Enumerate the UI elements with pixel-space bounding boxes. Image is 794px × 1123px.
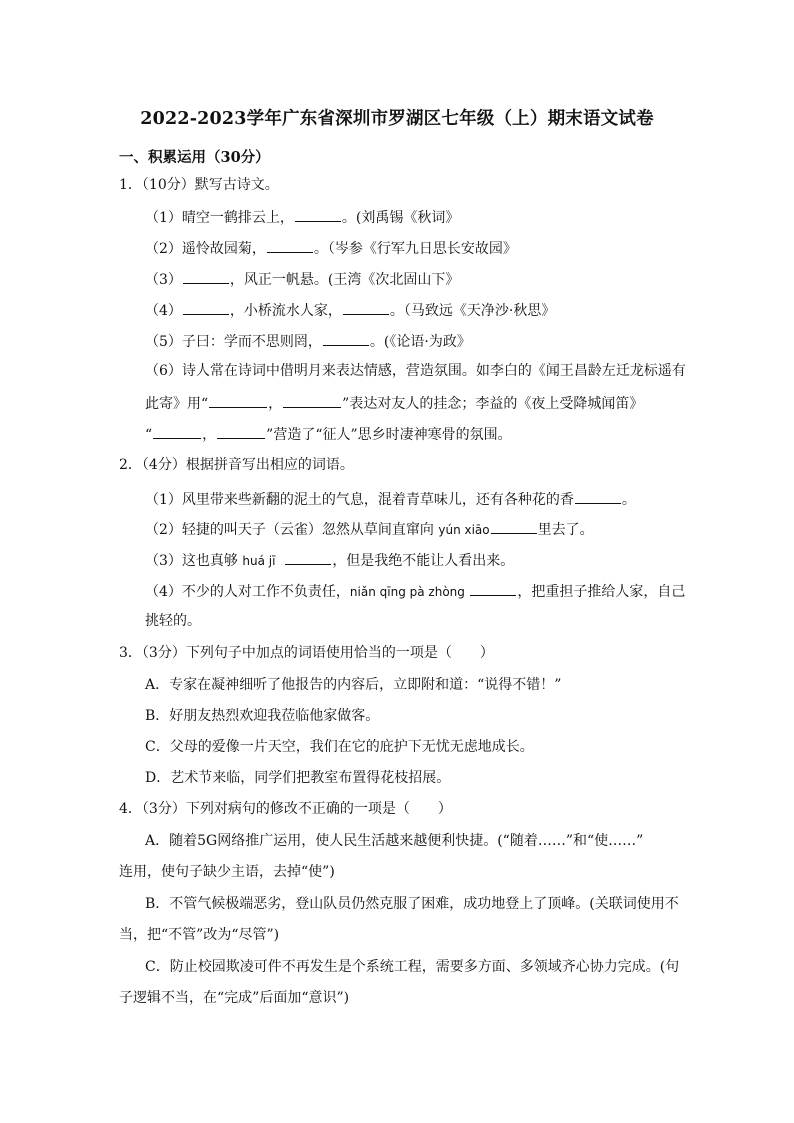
question-3-option-b[interactable]: B．好朋友热烈欢迎我莅临他家做客。	[145, 708, 380, 724]
question-4-option-b-line-2: 当，把“不管”改为“尽管”)	[119, 927, 280, 943]
question-1-item-2	[145, 238, 517, 258]
q1-i5-text-a: （5）子曰：学而不思则罔，	[145, 334, 322, 350]
answer-blank[interactable]	[183, 269, 229, 284]
question-2-item-4-cont: 挑轻的。	[145, 613, 201, 629]
answer-blank[interactable]	[285, 550, 331, 565]
question-1-item-5	[145, 331, 471, 351]
answer-blank[interactable]	[491, 519, 537, 534]
q2-i4-text-b: ，把重担子推给人家，自己	[517, 584, 686, 600]
question-1-item-6-line-2	[145, 393, 643, 413]
question-1-item-4	[145, 300, 555, 320]
question-3-option-d[interactable]: D．艺术节来临，同学们把教室布置得花枝招展。	[145, 770, 451, 786]
question-3-option-a[interactable]: A．专家在凝神细听了他报告的内容后，立即附和道：“说得不错！”	[145, 677, 562, 693]
question-1-item-6-line-1: （6）诗人常在诗词中借明月来表达情感，营造氛围。如李白的《闻王昌龄左迁龙标遥有	[145, 363, 686, 379]
q2-i2-text-b: 里去了。	[537, 522, 594, 538]
q2-i3-text-b: ，但是我绝不能让人看出来。	[332, 553, 515, 569]
answer-blank[interactable]	[343, 300, 389, 315]
q2-i4-text-a: （4）不少的人对工作不负责任，	[145, 584, 350, 600]
q1-i6-text-2b: ，	[268, 396, 283, 412]
q1-i6-text-3c: ”营造了“征人”思乡时凄神寒骨的氛围。	[266, 427, 512, 443]
question-1-item-6-line-3	[145, 424, 512, 444]
q2-i3-text-a: （3）这也真够	[145, 553, 243, 569]
q1-i1-text-a: （1）晴空一鹤排云上，	[145, 210, 294, 226]
question-4-option-a-line-2: 连用，使句子缺少主语，去掉“使”)	[119, 864, 335, 880]
answer-blank[interactable]	[267, 238, 313, 253]
answer-blank[interactable]	[323, 331, 369, 346]
pinyin-text: niǎn qīng pà zhòng	[349, 585, 465, 599]
pinyin-text: huá jī	[242, 554, 276, 568]
q1-i6-text-3b: ，	[202, 427, 217, 443]
q1-i2-text-a: （2）遥怜故园菊，	[145, 241, 266, 257]
q1-i4-text-b: ，小桥流水人家，	[229, 303, 342, 319]
answer-blank[interactable]	[217, 424, 265, 439]
q1-i3-text-b: ，风正一帆悬。(王湾《次北固山下》	[229, 272, 460, 288]
answer-blank[interactable]	[575, 489, 621, 504]
page-title: 2022-2023学年广东省深圳市罗湖区七年级（上）期末语文试卷	[140, 109, 654, 129]
question-3-head: 3．（3分）下列句子中加点的词语使用恰当的一项是（ ）	[119, 645, 494, 661]
section-heading: 一、积累运用（30分）	[119, 149, 270, 166]
q1-i4-text-c: 。（马致远《天净沙·秋思》	[389, 303, 556, 319]
question-4-option-a-line-1[interactable]: A．随着5G网络推广运用，使人民生活越来越便利快捷。(“随着……”和“使……”	[145, 833, 644, 849]
q1-i6-text-3a: “	[145, 427, 153, 443]
q1-i6-text-2a: 此寄》用“	[145, 396, 209, 412]
q1-i3-text-a: （3）	[145, 272, 182, 288]
question-2-item-4	[145, 581, 685, 601]
question-2-item-1	[145, 489, 636, 509]
q2-i1-text-b: 。	[621, 492, 636, 508]
q1-i6-text-2c: ”表达对友人的挂念；李益的《夜上受降城闻笛》	[342, 396, 644, 412]
question-2-item-3	[145, 550, 514, 570]
q2-i1-text-a: （1）风里带来些新翻的泥土的气息，混着青草味儿，还有各种花的香	[145, 492, 574, 508]
question-4-head: 4．（3分）下列对病句的修改不正确的一项是（ ）	[119, 801, 452, 817]
q1-i4-text-a: （4）	[145, 303, 182, 319]
question-1-head: 1．（10分）默写古诗文。	[119, 177, 279, 193]
question-3-option-c[interactable]: C．父母的爱像一片天空，我们在它的庇护下无忧无虑地成长。	[145, 739, 534, 755]
question-2-head: 2．（4分）根据拼音写出相应的词语。	[119, 457, 354, 473]
q1-i5-text-b: 。(《论语·为政》	[369, 334, 471, 350]
question-1-item-1	[145, 207, 459, 227]
q2-i2-text-a: （2）轻捷的叫天子（云雀）忽然从草间直窜向	[145, 522, 439, 538]
q1-i2-text-b: 。（岑参《行军九日思长安故园》	[313, 241, 517, 257]
question-4-option-b-line-1[interactable]: B．不管气候极端恶劣，登山队员仍然克服了困难，成功地登上了顶峰。(关联词使用不	[145, 896, 679, 912]
answer-blank[interactable]	[295, 207, 341, 222]
question-4-option-c-line-1[interactable]: C．防止校园欺凌可件不再发生是个系统工程，需要多方面、多领域齐心协力完成。(句	[145, 959, 680, 975]
q1-i1-text-b: 。(刘禹锡《秋词》	[341, 210, 460, 226]
answer-blank[interactable]	[183, 300, 229, 315]
question-2-item-2	[145, 519, 594, 539]
question-4-option-c-line-2: 子逻辑不当，在“完成”后面加“意识”)	[119, 990, 350, 1006]
answer-blank[interactable]	[153, 424, 201, 439]
answer-blank[interactable]	[470, 581, 516, 596]
answer-blank[interactable]	[209, 393, 267, 408]
pinyin-text: yún xiāo	[438, 523, 490, 537]
answer-blank[interactable]	[283, 393, 341, 408]
question-1-item-3	[145, 269, 459, 289]
